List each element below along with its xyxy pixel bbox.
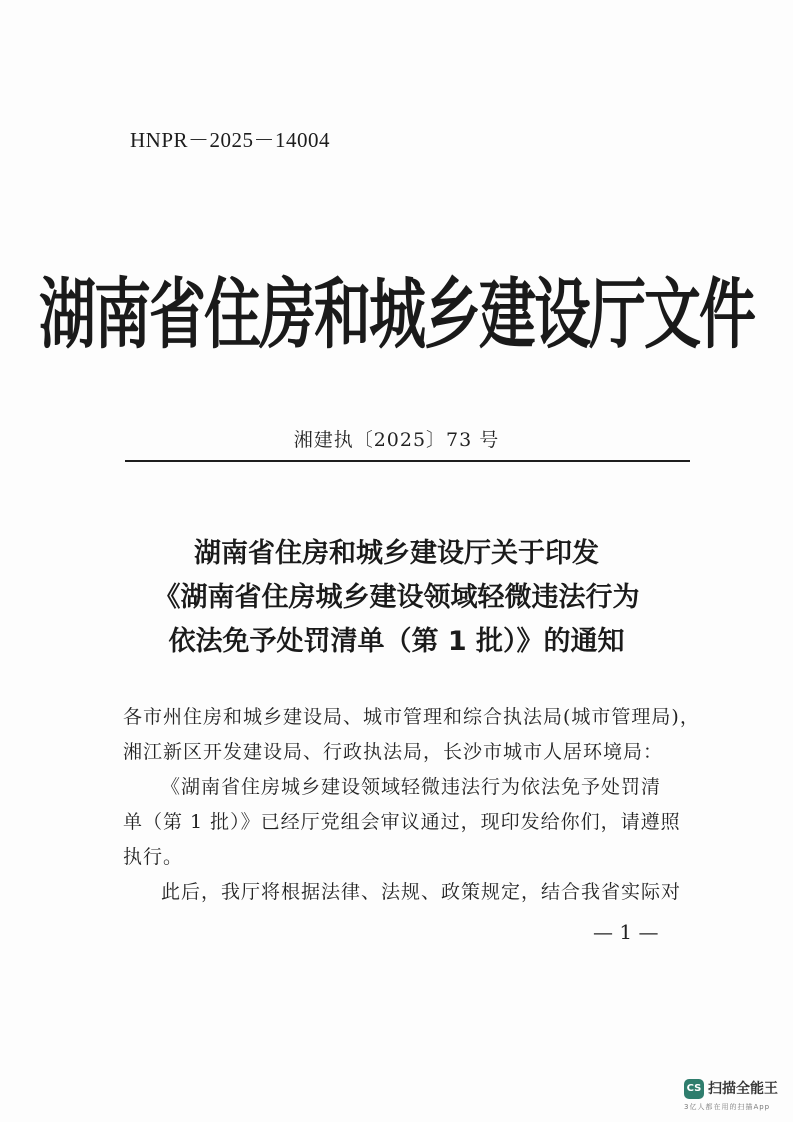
watermark-slogan: 3亿人都在用的扫描App [684,1103,771,1111]
camscanner-logo-text: CS [686,1083,702,1094]
notice-title-line-3: 依法免予处罚清单（第 1 批）》的通知 [168,626,625,657]
scanner-watermark [684,1077,789,1117]
camscanner-logo-icon [684,1079,704,1099]
page-number: — 1 — [593,920,659,944]
paragraph-2-line-1: 此后，我厅将根据法律、法规、政策规定，结合我省实际对 [161,881,682,903]
paragraph-1-line-2: 单（第 1 批）》已经厅党组会审议通过，现印发给你们，请遵照 [123,811,681,833]
recipients-line-2: 湘江新区开发建设局、行政执法局，长沙市城市人居环境局： [123,741,664,763]
document-code: HNPR－2025－14004 [130,128,331,152]
notice-title-line-1: 湖南省住房和城乡建设厅关于印发 [194,538,599,569]
notice-title [0,532,793,664]
document-number: 湘建执〔2025〕73 号 [293,429,500,451]
issuer-header-title: 湖南省住房和城乡建设厅文件 [39,270,754,361]
paragraph-1-line-3: 执行。 [123,846,184,868]
header-divider [125,460,690,462]
recipients-line-1: 各市州住房和城乡建设局、城市管理和综合执法局(城市管理局)， [123,706,700,728]
notice-title-line-2: 《湖南省住房城乡建设领域轻微违法行为 [153,582,640,613]
paragraph-1-line-1: 《湖南省住房城乡建设领域轻微违法行为依法免予处罚清 [161,776,662,798]
watermark-app-name: 扫描全能王 [708,1081,778,1097]
notice-body [123,700,700,910]
